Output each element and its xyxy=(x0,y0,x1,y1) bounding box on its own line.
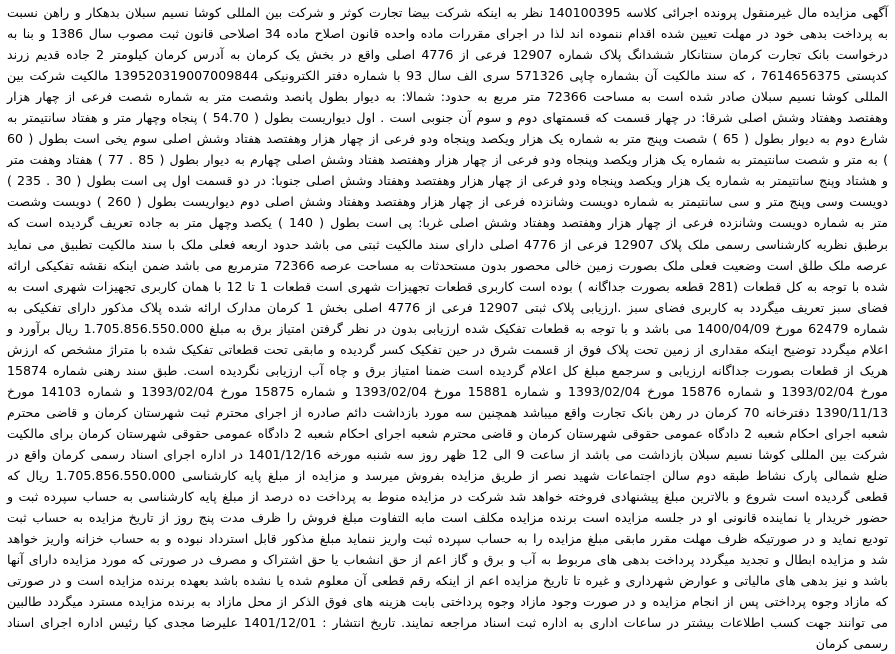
auction-notice-text: آگهی مزایده مال غیرمنقول پرونده اجرائی کلاسه 140100395 نظر به اینکه شرکت بیضا تجارت کوثر و شرکت بین المللی کوشا نسیم سبلان بدهکار و راهن نسبت به پرداخت بدهی خود در مهلت تعیین شده اقدام ننموده اند لذا در اجرای مقررات ماده واحده قانون اصلاح ماده 34 اصلاحی قانون ثبت مصوب سال 1386 و بنا به درخواست بانک تجارت کرمان سنتانکار ششدانگ پلاک شماره 12907 فرعی از 4776 اصلی واقع در بخش یک کرمان به آدرس کرمان کیلومتر 2 جاده قدیم زرند کدپستی 7614656375 ، که سند مالکیت آن بشماره چاپی 571326 سری الف سال 93 با شماره دفتر الکترونیکی 139520319007009844 مالکیت شرکت بین المللی کوشا نسیم سبلان صادر شده است به مساحت 72366 متر مربع به حدود: شمالا: به دیوار بطول پانصد وشصت متر به شماره شصت فرعی از چهار هزار وهفتصد وهفتاد وشش اصلی شرقا: در چهار قسمت که قسمتهای دوم و سوم آن جنوبی است . اول دیواریست بطول ( 54.70 ) پنجاه وچهار متر و هفتاد سانتیمتر به شارع دوم به دیوار بطول ( 65 ) شصت وپنج متر به شماره یک هزار ویکصد وپنجاه ودو فرعی از چهار هزار وهفتصد هفتاد وشش اصلی سوم یخی است بطول ( 60 ) به متر و شصت سانتیمتر به شماره یک هزار ویکصد وپنجاه ودو فرعی از چهار هزار وهفتصد هفتاد وشش اصلی چهارم به دیوار بطول ( 85 . 77 ) هفتاد وهفت متر و هشتاد وپنج سانتیمتر به شماره یک هزار ویکصد وپنجاه ودو فرعی از چهار هزار وهفتصد وهفتاد وشش اصلی جنوبا: در دو قسمت اول پی است بطول ( 30 . 235 ) دویست وسی وپنج متر و سی سانتیمتر به شماره دویست وشانزده فرعی از چهار هزار وهفتصد وهفتاد وشش اصلی دوم دیواریست بطول ( 260 ) دویست وشصت متر به شماره دویست وشانزده فرعی از چهار هزار وهفتصد وهفتاد وشش اصلی غربا: پی است بطول ( 140 ) یکصد وچهل متر به جاده تعریف گردیده است که برطبق نظریه کارشناسی رسمی ملک پلاک 12907 فرعی از 4776 اصلی دارای سند مالکیت ثبتی می باشد حدود اربعه فعلی ملک با سند مالکیت تطبیق می نماید عرصه ملک طلق است وضعیت فعلی ملک بصورت زمین خالی محصور بدون مستحدثات به مساحت عرصه 72366 مترمربع می باشد ضمن اینکه نقشه تفکیکی ارائه شده با توجه به کل قطعات (281 قطعه بصورت جداگانه ) بوده است کاربری قطعات تجهیزات شهری است قطعات 1 تا 12 با همان کاربری تجهیزات شهری است به فضای سبز تعریف میگردد به کاربری فضای سبز .ارزیابی پلاک ثبتی 12907 فرعی از 4776 اصلی بخش 1 کرمان مدارک ارائه شده پلاک مذکور دارای تفکیکی به شماره 62479 مورخ 1400/04/09 می باشد و با توجه به قطعات تفکیک شده ارزیابی بدون در نظر گرفتن امتیاز برق به مبلغ 1.705.856.550.000 ریال برآورد و اعلام میگردد توضیح اینکه مقداری از زمین تحت پلاک فوق از قسمت شرق در حین تفکیک کسر گردیده و مابقی تحت قطعاتی تفکیک شده با متراژ مشخص که ارزش هریک از قطعات بصورت جداگانه ارزیابی و سرجمع مبلغ کل اعلام گردیده است ضمنا امتیاز برق و چاه آب ارزیابی نگردیده است. طبق سند رهنی شماره 15874 مورخ 1393/02/04 و شماره 15876 مورخ 1393/02/04 و شماره 15881 مورخ 1393/02/04 و شماره 15875 مورخ 1393/02/04 و شماره 14103 مورخ 1390/11/13 دفترخانه 70 کرمان در رهن بانک تجارت واقع میباشد همچنین سه مورد بازداشت دائم صادره از اجرای محترم ثبت شهرستان کرمان و قاضی محترم شعبه اجرای احکام شعبه 2 دادگاه عمومی حقوقی شهرستان کرمان و قاضی محترم شعبه اجرای احکام شعبه 2 دادگاه عمومی حقوقی شهرستان کرمان برای مالکیت شرکت بین المللی کوشا نسیم سبلان بازداشت می باشد از ساعت 9 الی 12 ظهر روز سه شنبه مورخه 1401/12/16 در اداره اجرای اسناد رسمی کرمان واقع در ضلع شمالی پارک نشاط طبقه دوم سالن اجتماعات شهید نصر از طریق مزایده بفروش میرسد و مزایده از مبلغ پایه کارشناسی 1.705.856.550.000 ریال که قطعی گردیده است شروع و بالاترین مبلغ پیشنهادی فروخته خواهد شد شرکت در مزایده منوط به پرداخت ده درصد از مبلغ پایه کارشناسی به حساب سپرده ثبت و حضور خریدار یا نماینده قانونی او در جلسه مزایده است برنده مزایده مکلف است مابه التفاوت مبلغ فروش را ظرف مدت پنج روز از تاریخ مزایده به حساب ثبت تودیع نماید و در صورتیکه ظرف مهلت مقرر مابقی مبلغ مزایده را به حساب سپرده ثبت واریز ننماید مبلغ مذکور قابل استرداد نبوده و به حساب خزانه واریز خواهد شد و مزایده ابطال و تجدید میگردد پرداخت بدهی های مربوط به آب و برق و گاز اعم از حق انشعاب یا حق اشتراک و مصرف در صورتی که مورد مزایده دارای آنها باشد و نیز بدهی های مالیاتی و عوارض شهرداری و غیره تا تاریخ مزایده اعم از اینکه رقم قطعی آن معلوم شده یا نشده باشد بعهده برنده مزایده است و در صورتی که مازاد وجوه پرداختی پس از انجام مزایده و در صورت وجود مازاد وجوه پرداختی بابت هزینه های فوق الذکر از محل مازاد به برنده مزایده مسترد میگردد طالبین می توانند جهت کسب اطلاعات بیشتر در ساعات اداری به اداره ثبت اسناد مراجعه نمایند. تاریخ انتشار : 1401/12/01 علیرضا مجدی کیا رئیس اداره اجرای اسناد رسمی کرمان xyxy=(7,5,889,652)
